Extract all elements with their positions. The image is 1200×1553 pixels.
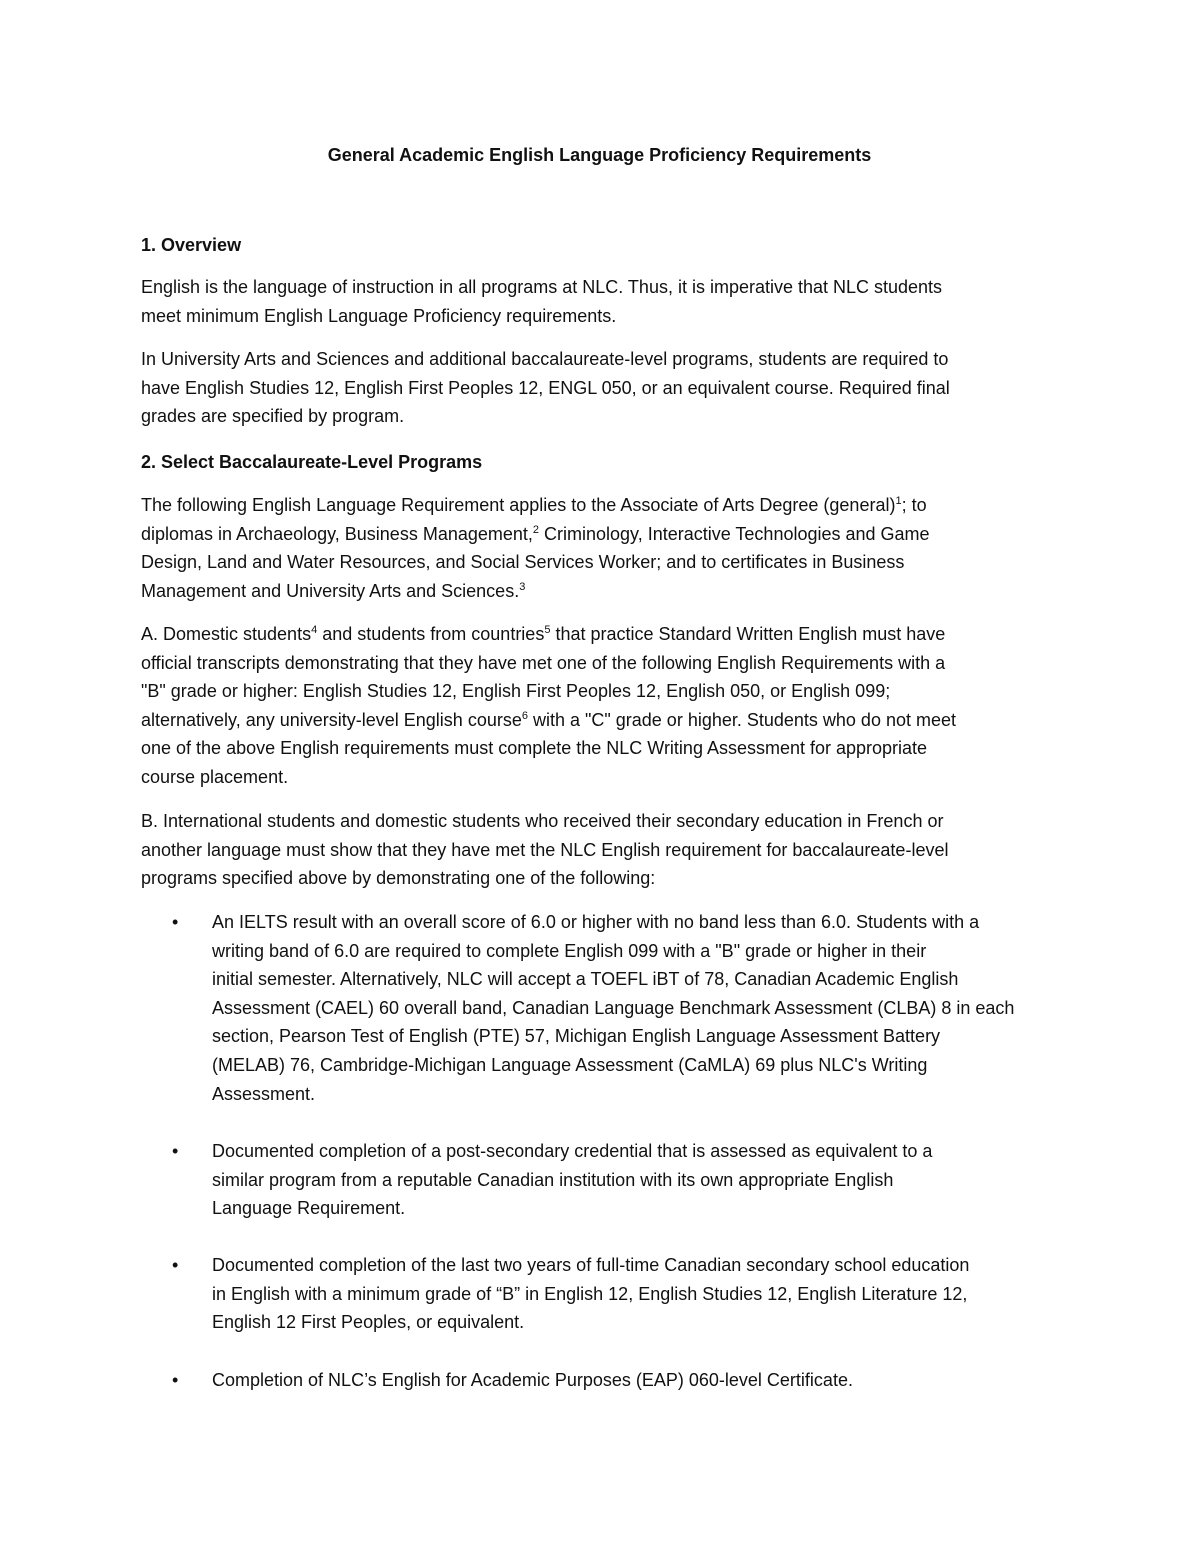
bullet-icon: • bbox=[172, 1370, 179, 1390]
text-line bbox=[141, 620, 1066, 649]
bullet-icon: • bbox=[172, 1255, 179, 1275]
document-title: General Academic English Language Proficiency Requirements bbox=[327, 145, 872, 165]
text-run: and students from countries bbox=[317, 624, 545, 644]
text-line: (MELAB) 76, Cambridge-Michigan Language Assessment (CaMLA) 69 plus NLC's Writing bbox=[212, 1054, 928, 1075]
text-run: Management and University Arts and Sciences. bbox=[141, 580, 520, 601]
section-2-heading: 2. Select Baccalaureate-Level Programs bbox=[141, 452, 483, 472]
bullet-icon: • bbox=[172, 1141, 179, 1161]
text-line: English 12 First Peoples, or equivalent. bbox=[212, 1312, 525, 1333]
footnote-ref: 3 bbox=[519, 580, 526, 593]
text-line: In University Arts and Sciences and additional baccalaureate-level programs, students are required to bbox=[141, 349, 949, 369]
text-line: initial semester. Alternatively, NLC will accept a TOEFL iBT of 78, Canadian Academic English bbox=[212, 969, 959, 990]
text-run: diplomas in Archaeology, Business Management, bbox=[141, 523, 533, 544]
text-line: writing band of 6.0 are required to complete English 099 with a "B" grade or higher in their bbox=[212, 940, 927, 961]
text-line: Documented completion of the last two years of full-time Canadian secondary school education bbox=[212, 1255, 970, 1275]
text-line: course placement. bbox=[141, 766, 289, 787]
part-a-paragraph bbox=[141, 620, 1066, 792]
footnote-ref: 4 bbox=[311, 624, 318, 636]
text-line bbox=[141, 491, 1066, 520]
text-line: programs specified above by demonstrating one of the following: bbox=[141, 868, 656, 889]
text-line: Documented completion of a post-secondary credential that is assessed as equivalent to a bbox=[212, 1141, 933, 1161]
text-run: A. Domestic students bbox=[141, 624, 312, 644]
bullet-icon: • bbox=[172, 912, 179, 932]
text-line: official transcripts demonstrating that they have met one of the following English Requirements with a bbox=[141, 652, 946, 673]
text-line: similar program from a reputable Canadian institution with its own appropriate English bbox=[212, 1169, 894, 1190]
part-b-paragraph bbox=[141, 807, 1066, 893]
footnote-ref: 6 bbox=[521, 709, 528, 722]
overview-paragraph-1 bbox=[141, 273, 1066, 330]
text-run: that practice Standard Written English must have bbox=[550, 624, 946, 644]
section-2-intro bbox=[141, 491, 1066, 605]
text-line bbox=[141, 706, 1066, 735]
text-line bbox=[141, 577, 1066, 606]
text-line: meet minimum English Language Proficiency requirements. bbox=[141, 305, 617, 326]
text-run: Criminology, Interactive Technologies and Game bbox=[539, 523, 930, 544]
text-line: Assessment. bbox=[212, 1083, 316, 1104]
text-line: Design, Land and Water Resources, and Social Services Worker; and to certificates in Business bbox=[141, 552, 905, 573]
list-item-text bbox=[212, 1251, 1072, 1337]
text-line: Assessment (CAEL) 60 overall band, Canadian Language Benchmark Assessment (CLBA) 8 in each bbox=[212, 997, 1015, 1018]
text-run: with a "C" grade or higher. Students who do not meet bbox=[527, 709, 956, 730]
text-line: B. International students and domestic students who received their secondary education in French or bbox=[141, 811, 944, 831]
text-line: "B" grade or higher: English Studies 12, English First Peoples 12, English 050, or English 099; bbox=[141, 681, 891, 702]
text-line: one of the above English requirements must complete the NLC Writing Assessment for appropriate bbox=[141, 738, 928, 759]
text-line bbox=[141, 520, 1066, 549]
text-line: have English Studies 12, English First Peoples 12, ENGL 050, or an equivalent course. Required final bbox=[141, 377, 950, 398]
list-item-text bbox=[212, 908, 1072, 1108]
section-1-heading: 1. Overview bbox=[141, 235, 242, 255]
list-item-text bbox=[212, 1366, 1072, 1395]
footnote-ref: 1 bbox=[895, 495, 902, 507]
text-line: another language must show that they have met the NLC English requirement for baccalaureate-level bbox=[141, 839, 949, 860]
document-page bbox=[141, 0, 1066, 1553]
text-run: The following English Language Requirement applies to the Associate of Arts Degree (general) bbox=[141, 495, 896, 515]
text-line: section, Pearson Test of English (PTE) 57, Michigan English Language Assessment Battery bbox=[212, 1026, 941, 1047]
text-line: in English with a minimum grade of “B” in English 12, English Studies 12, English Literature 12, bbox=[212, 1283, 968, 1304]
list-item-text bbox=[212, 1137, 1072, 1223]
text-line: grades are specified by program. bbox=[141, 406, 405, 427]
footnote-ref: 5 bbox=[544, 624, 551, 636]
text-line: Completion of NLC’s English for Academic Purposes (EAP) 060-level Certificate. bbox=[212, 1370, 853, 1390]
text-run: alternatively, any university-level English course bbox=[141, 709, 522, 730]
footnote-ref: 2 bbox=[532, 523, 540, 536]
text-line: English is the language of instruction in all programs at NLC. Thus, it is imperative that NLC students bbox=[141, 277, 943, 297]
overview-paragraph-2 bbox=[141, 345, 1066, 431]
text-line: Language Requirement. bbox=[212, 1198, 406, 1219]
text-run: ; to bbox=[901, 495, 927, 515]
text-line: An IELTS result with an overall score of 6.0 or higher with no band less than 6.0. Students with a bbox=[212, 912, 980, 932]
